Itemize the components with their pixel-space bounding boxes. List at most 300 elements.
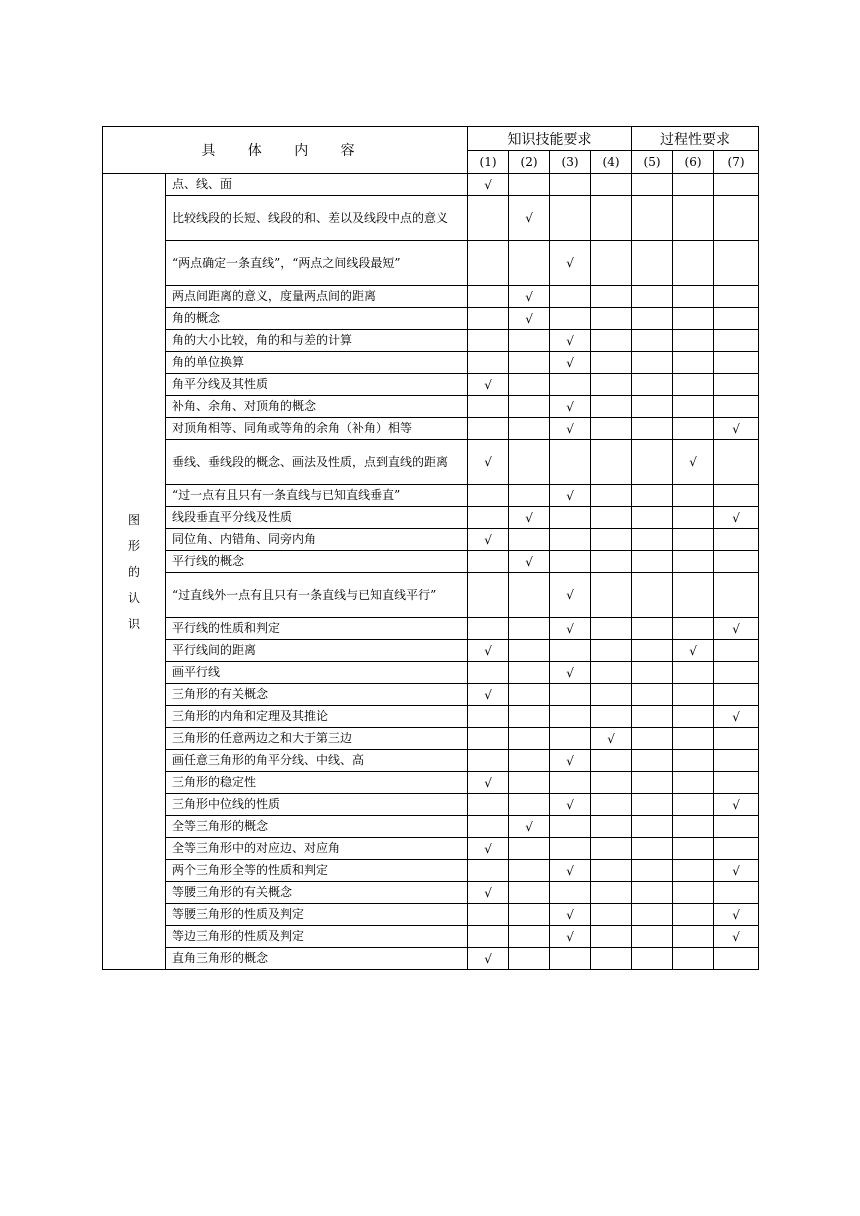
mark-cell-3	[550, 684, 591, 706]
mark-cell-6	[673, 396, 714, 418]
mark-cell-4	[591, 529, 632, 551]
mark-cell-3	[550, 374, 591, 396]
mark-cell-5	[632, 860, 673, 882]
table-row	[103, 926, 759, 948]
mark-cell-7	[714, 838, 759, 860]
mark-cell-4	[591, 241, 632, 286]
mark-cell-2	[509, 728, 550, 750]
table-row	[103, 750, 759, 772]
mark-cell-3	[550, 174, 591, 196]
content-item: 直角三角形的概念	[166, 948, 468, 970]
check-mark-icon: √	[550, 860, 591, 882]
mark-cell-7	[714, 750, 759, 772]
mark-cell-1	[468, 926, 509, 948]
mark-cell-4	[591, 418, 632, 440]
column-header-3: (3)	[550, 151, 591, 174]
mark-cell-6	[673, 573, 714, 618]
mark-cell-5	[632, 882, 673, 904]
content-item: 角的单位换算	[166, 352, 468, 374]
mark-cell-3	[550, 507, 591, 529]
mark-cell-7	[714, 396, 759, 418]
mark-cell-7	[714, 440, 759, 485]
mark-cell-3	[550, 551, 591, 573]
content-item: 对顶角相等、同角或等角的余角（补角）相等	[166, 418, 468, 440]
mark-cell-2	[509, 838, 550, 860]
check-mark-icon: √	[468, 772, 509, 794]
mark-cell-4	[591, 330, 632, 352]
mark-cell-1	[468, 551, 509, 573]
mark-cell-2	[509, 684, 550, 706]
mark-cell-6	[673, 174, 714, 196]
check-mark-icon: √	[714, 926, 759, 948]
knowledge-skill-header: 知识技能要求	[468, 127, 632, 151]
content-item: 角的概念	[166, 308, 468, 330]
table-row	[103, 418, 759, 440]
table-row	[103, 286, 759, 308]
mark-cell-1	[468, 573, 509, 618]
mark-cell-4	[591, 286, 632, 308]
mark-cell-7	[714, 485, 759, 507]
mark-cell-1	[468, 662, 509, 684]
mark-cell-7	[714, 196, 759, 241]
mark-cell-1	[468, 352, 509, 374]
content-item: 平行线的性质和判定	[166, 618, 468, 640]
mark-cell-4	[591, 816, 632, 838]
mark-cell-3	[550, 728, 591, 750]
category-char: 图	[127, 512, 140, 527]
table-row	[103, 374, 759, 396]
mark-cell-7	[714, 772, 759, 794]
content-item: 全等三角形的概念	[166, 816, 468, 838]
mark-cell-2	[509, 662, 550, 684]
table-row	[103, 551, 759, 573]
mark-cell-2	[509, 529, 550, 551]
mark-cell-5	[632, 374, 673, 396]
mark-cell-7	[714, 728, 759, 750]
table-row	[103, 440, 759, 485]
category-char: 形	[127, 538, 140, 553]
mark-cell-4	[591, 618, 632, 640]
mark-cell-4	[591, 926, 632, 948]
mark-cell-2	[509, 418, 550, 440]
mark-cell-2	[509, 618, 550, 640]
mark-cell-4	[591, 684, 632, 706]
check-mark-icon: √	[509, 551, 550, 573]
mark-cell-7	[714, 640, 759, 662]
content-item: 同位角、内错角、同旁内角	[166, 529, 468, 551]
mark-cell-4	[591, 794, 632, 816]
mark-cell-5	[632, 662, 673, 684]
check-mark-icon: √	[509, 196, 550, 241]
mark-cell-4	[591, 640, 632, 662]
mark-cell-4	[591, 174, 632, 196]
mark-cell-6	[673, 308, 714, 330]
check-mark-icon: √	[550, 904, 591, 926]
content-item: 三角形的有关概念	[166, 684, 468, 706]
process-header: 过程性要求	[632, 127, 759, 151]
mark-cell-4	[591, 860, 632, 882]
mark-cell-6	[673, 860, 714, 882]
mark-cell-4	[591, 904, 632, 926]
content-header: 具 体 内 容	[103, 127, 468, 174]
mark-cell-5	[632, 684, 673, 706]
mark-cell-2	[509, 926, 550, 948]
check-mark-icon: √	[550, 485, 591, 507]
mark-cell-2	[509, 374, 550, 396]
category-label	[103, 174, 166, 970]
mark-cell-2	[509, 794, 550, 816]
mark-cell-7	[714, 286, 759, 308]
column-header-7: (7)	[714, 151, 759, 174]
content-item: 等腰三角形的性质及判定	[166, 904, 468, 926]
mark-cell-6	[673, 196, 714, 241]
content-item: 点、线、面	[166, 174, 468, 196]
mark-cell-3	[550, 640, 591, 662]
check-mark-icon: √	[673, 440, 714, 485]
mark-cell-5	[632, 418, 673, 440]
mark-cell-6	[673, 374, 714, 396]
check-mark-icon: √	[550, 618, 591, 640]
mark-cell-5	[632, 174, 673, 196]
check-mark-icon: √	[714, 418, 759, 440]
mark-cell-3	[550, 838, 591, 860]
mark-cell-4	[591, 948, 632, 970]
check-mark-icon: √	[468, 640, 509, 662]
mark-cell-4	[591, 551, 632, 573]
mark-cell-2	[509, 330, 550, 352]
mark-cell-1	[468, 816, 509, 838]
mark-cell-1	[468, 418, 509, 440]
mark-cell-5	[632, 396, 673, 418]
check-mark-icon: √	[468, 529, 509, 551]
mark-cell-3	[550, 816, 591, 838]
content-item: 垂线、垂线段的概念、画法及性质，点到直线的距离	[166, 440, 468, 485]
mark-cell-1	[468, 308, 509, 330]
mark-cell-1	[468, 706, 509, 728]
mark-cell-6	[673, 330, 714, 352]
mark-cell-4	[591, 440, 632, 485]
mark-cell-3	[550, 772, 591, 794]
mark-cell-1	[468, 196, 509, 241]
table-row	[103, 948, 759, 970]
mark-cell-3	[550, 948, 591, 970]
mark-cell-7	[714, 551, 759, 573]
table-row	[103, 794, 759, 816]
table-row	[103, 330, 759, 352]
mark-cell-6	[673, 662, 714, 684]
mark-cell-4	[591, 772, 632, 794]
check-mark-icon: √	[468, 440, 509, 485]
check-mark-icon: √	[550, 573, 591, 618]
mark-cell-1	[468, 750, 509, 772]
check-mark-icon: √	[550, 418, 591, 440]
mark-cell-2	[509, 860, 550, 882]
content-item: 等腰三角形的有关概念	[166, 882, 468, 904]
mark-cell-1	[468, 618, 509, 640]
mark-cell-2	[509, 573, 550, 618]
mark-cell-5	[632, 618, 673, 640]
mark-cell-7	[714, 882, 759, 904]
table-row	[103, 728, 759, 750]
column-header-1: (1)	[468, 151, 509, 174]
mark-cell-7	[714, 529, 759, 551]
mark-cell-6	[673, 838, 714, 860]
mark-cell-6	[673, 684, 714, 706]
mark-cell-5	[632, 352, 673, 374]
mark-cell-1	[468, 860, 509, 882]
mark-cell-5	[632, 816, 673, 838]
check-mark-icon: √	[550, 662, 591, 684]
mark-cell-6	[673, 926, 714, 948]
mark-cell-2	[509, 750, 550, 772]
mark-cell-6	[673, 618, 714, 640]
mark-cell-5	[632, 440, 673, 485]
content-item: 三角形中位线的性质	[166, 794, 468, 816]
mark-cell-6	[673, 772, 714, 794]
mark-cell-1	[468, 904, 509, 926]
table-row	[103, 860, 759, 882]
content-item: 两个三角形全等的性质和判定	[166, 860, 468, 882]
content-item: 画平行线	[166, 662, 468, 684]
mark-cell-1	[468, 728, 509, 750]
check-mark-icon: √	[550, 750, 591, 772]
mark-cell-6	[673, 706, 714, 728]
mark-cell-5	[632, 904, 673, 926]
table-row	[103, 662, 759, 684]
mark-cell-6	[673, 794, 714, 816]
check-mark-icon: √	[468, 948, 509, 970]
table-row	[103, 507, 759, 529]
mark-cell-3	[550, 706, 591, 728]
mark-cell-1	[468, 286, 509, 308]
mark-cell-7	[714, 352, 759, 374]
check-mark-icon: √	[714, 507, 759, 529]
check-mark-icon: √	[673, 640, 714, 662]
check-mark-icon: √	[509, 816, 550, 838]
mark-cell-2	[509, 485, 550, 507]
content-item: 等边三角形的性质及判定	[166, 926, 468, 948]
mark-cell-2	[509, 948, 550, 970]
mark-cell-5	[632, 196, 673, 241]
mark-cell-4	[591, 573, 632, 618]
check-mark-icon: √	[714, 860, 759, 882]
mark-cell-5	[632, 330, 673, 352]
content-item: 画任意三角形的角平分线、中线、高	[166, 750, 468, 772]
column-header-5: (5)	[632, 151, 673, 174]
content-item: 补角、余角、对顶角的概念	[166, 396, 468, 418]
mark-cell-3	[550, 440, 591, 485]
column-header-6: (6)	[673, 151, 714, 174]
mark-cell-6	[673, 816, 714, 838]
check-mark-icon: √	[509, 507, 550, 529]
mark-cell-2	[509, 352, 550, 374]
content-item: 平行线间的距离	[166, 640, 468, 662]
check-mark-icon: √	[468, 838, 509, 860]
category-char: 的	[127, 564, 140, 579]
mark-cell-6	[673, 352, 714, 374]
mark-cell-4	[591, 352, 632, 374]
content-item: 全等三角形中的对应边、对应角	[166, 838, 468, 860]
table-row	[103, 904, 759, 926]
check-mark-icon: √	[468, 374, 509, 396]
table-row	[103, 485, 759, 507]
mark-cell-7	[714, 174, 759, 196]
mark-cell-4	[591, 374, 632, 396]
mark-cell-2	[509, 396, 550, 418]
requirements-table	[102, 126, 759, 970]
content-item: 角平分线及其性质	[166, 374, 468, 396]
table-row	[103, 174, 759, 196]
mark-cell-7	[714, 573, 759, 618]
mark-cell-3	[550, 882, 591, 904]
content-item: 三角形的稳定性	[166, 772, 468, 794]
mark-cell-7	[714, 684, 759, 706]
mark-cell-6	[673, 418, 714, 440]
mark-cell-7	[714, 241, 759, 286]
content-item: “过一点有且只有一条直线与已知直线垂直”	[166, 485, 468, 507]
mark-cell-4	[591, 485, 632, 507]
mark-cell-6	[673, 485, 714, 507]
mark-cell-5	[632, 308, 673, 330]
mark-cell-5	[632, 772, 673, 794]
table-row	[103, 816, 759, 838]
mark-cell-2	[509, 772, 550, 794]
mark-cell-5	[632, 926, 673, 948]
table-row	[103, 618, 759, 640]
table-row	[103, 706, 759, 728]
check-mark-icon: √	[509, 308, 550, 330]
mark-cell-6	[673, 904, 714, 926]
mark-cell-7	[714, 948, 759, 970]
mark-cell-7	[714, 308, 759, 330]
mark-cell-6	[673, 948, 714, 970]
mark-cell-1	[468, 330, 509, 352]
table-row	[103, 573, 759, 618]
column-header-4: (4)	[591, 151, 632, 174]
mark-cell-1	[468, 241, 509, 286]
content-item: 三角形的内角和定理及其推论	[166, 706, 468, 728]
mark-cell-6	[673, 529, 714, 551]
check-mark-icon: √	[550, 926, 591, 948]
category-char: 识	[127, 616, 140, 631]
mark-cell-5	[632, 640, 673, 662]
mark-cell-5	[632, 551, 673, 573]
mark-cell-6	[673, 750, 714, 772]
content-item: 两点间距离的意义，度量两点间的距离	[166, 286, 468, 308]
mark-cell-2	[509, 882, 550, 904]
mark-cell-5	[632, 794, 673, 816]
mark-cell-2	[509, 640, 550, 662]
mark-cell-6	[673, 507, 714, 529]
check-mark-icon: √	[468, 684, 509, 706]
table-row	[103, 772, 759, 794]
mark-cell-6	[673, 551, 714, 573]
check-mark-icon: √	[550, 352, 591, 374]
table-row	[103, 396, 759, 418]
table-row	[103, 241, 759, 286]
table-row	[103, 529, 759, 551]
check-mark-icon: √	[509, 286, 550, 308]
mark-cell-4	[591, 750, 632, 772]
check-mark-icon: √	[468, 882, 509, 904]
check-mark-icon: √	[550, 396, 591, 418]
mark-cell-1	[468, 507, 509, 529]
mark-cell-2	[509, 904, 550, 926]
table-row	[103, 684, 759, 706]
mark-cell-5	[632, 573, 673, 618]
mark-cell-7	[714, 374, 759, 396]
table-row	[103, 352, 759, 374]
table-row	[103, 196, 759, 241]
check-mark-icon: √	[468, 174, 509, 196]
mark-cell-1	[468, 485, 509, 507]
mark-cell-7	[714, 330, 759, 352]
mark-cell-4	[591, 706, 632, 728]
table-row	[103, 640, 759, 662]
content-item: 三角形的任意两边之和大于第三边	[166, 728, 468, 750]
mark-cell-5	[632, 529, 673, 551]
check-mark-icon: √	[591, 728, 632, 750]
mark-cell-2	[509, 706, 550, 728]
check-mark-icon: √	[550, 330, 591, 352]
mark-cell-6	[673, 241, 714, 286]
mark-cell-4	[591, 838, 632, 860]
mark-cell-2	[509, 440, 550, 485]
mark-cell-2	[509, 241, 550, 286]
mark-cell-4	[591, 196, 632, 241]
mark-cell-2	[509, 174, 550, 196]
check-mark-icon: √	[714, 618, 759, 640]
mark-cell-3	[550, 196, 591, 241]
content-item: 角的大小比较，角的和与差的计算	[166, 330, 468, 352]
content-item: 线段垂直平分线及性质	[166, 507, 468, 529]
mark-cell-6	[673, 728, 714, 750]
content-item: 平行线的概念	[166, 551, 468, 573]
mark-cell-1	[468, 396, 509, 418]
check-mark-icon: √	[714, 706, 759, 728]
content-item: “过直线外一点有且只有一条直线与已知直线平行”	[166, 573, 468, 618]
category-char: 认	[127, 590, 140, 605]
mark-cell-7	[714, 662, 759, 684]
check-mark-icon: √	[714, 904, 759, 926]
mark-cell-4	[591, 507, 632, 529]
mark-cell-5	[632, 750, 673, 772]
table-row	[103, 838, 759, 860]
content-item: “两点确定一条直线”，“两点之间线段最短”	[166, 241, 468, 286]
mark-cell-4	[591, 882, 632, 904]
mark-cell-6	[673, 882, 714, 904]
mark-cell-5	[632, 507, 673, 529]
mark-cell-4	[591, 662, 632, 684]
mark-cell-5	[632, 706, 673, 728]
mark-cell-4	[591, 308, 632, 330]
mark-cell-5	[632, 286, 673, 308]
mark-cell-3	[550, 308, 591, 330]
content-item: 比较线段的长短、线段的和、差以及线段中点的意义	[166, 196, 468, 241]
mark-cell-7	[714, 816, 759, 838]
mark-cell-5	[632, 485, 673, 507]
mark-cell-1	[468, 794, 509, 816]
column-header-2: (2)	[509, 151, 550, 174]
mark-cell-3	[550, 529, 591, 551]
mark-cell-6	[673, 286, 714, 308]
check-mark-icon: √	[550, 241, 591, 286]
check-mark-icon: √	[714, 794, 759, 816]
mark-cell-5	[632, 728, 673, 750]
mark-cell-5	[632, 948, 673, 970]
mark-cell-5	[632, 241, 673, 286]
check-mark-icon: √	[550, 794, 591, 816]
